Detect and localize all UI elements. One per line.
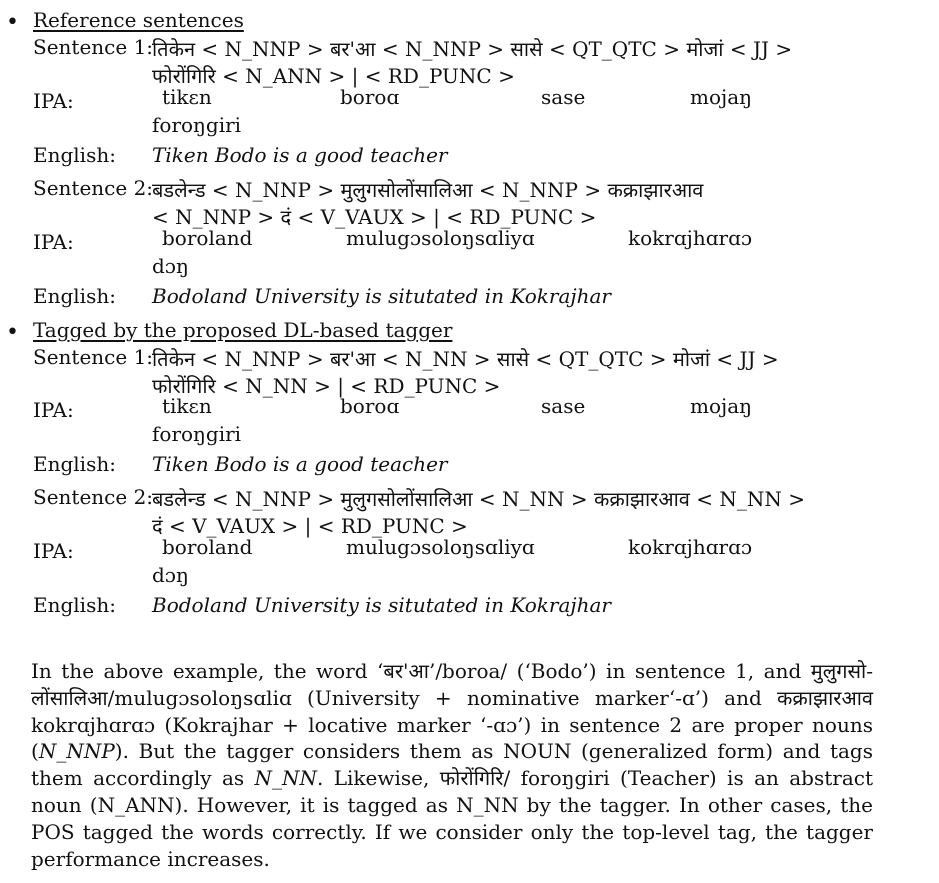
ref-s1-label: Sentence 1: bbox=[33, 35, 154, 59]
explanation-paragraph bbox=[31, 658, 873, 872]
tag-s2-ipa-word: kokrɑjhɑrɑɔ bbox=[628, 535, 753, 559]
paragraph-text: ). But the tagger considers them as NOUN (generalized form) and tags them accordingly as bbox=[31, 739, 873, 791]
paragraph-text: . Likewise, फोरोंगिरि/ foroŋgiri (Teacher) is an abstract noun (N_ANN). However, it is tagged as N_NN by the tagger. In other cases, the POS tagged the words correctly. If we consider only the top-level tag, the tagger performance increases. bbox=[31, 766, 873, 871]
ref-s2-ipa-line2: dɔŋ bbox=[152, 254, 189, 278]
ref-s2-english: Bodoland University is situtated in Kokrajhar bbox=[152, 284, 611, 308]
ref-s1-english: Tiken Bodo is a good teacher bbox=[152, 143, 448, 167]
ref-s1-ipa-word: sase bbox=[541, 85, 586, 109]
ref-s2-line2: < N_NNP > दं < V_VAUX > | < RD_PUNC > bbox=[152, 205, 597, 229]
tag-s2-ipa-word: boroland bbox=[162, 535, 253, 559]
ref-s2-english-label: English: bbox=[33, 284, 116, 308]
ref-s1-ipa-line2: foroŋgiri bbox=[152, 113, 242, 137]
tag-s2-english: Bodoland University is situtated in Kokrajhar bbox=[152, 593, 611, 617]
ref-s2-ipa-word: boroland bbox=[162, 226, 253, 250]
tag-s1-ipa-word: mojaŋ bbox=[690, 394, 753, 418]
tag-s1-ipa-word: sase bbox=[541, 394, 586, 418]
tag-s1-label: Sentence 1: bbox=[33, 345, 154, 369]
tag-s2-line1: बडलेन्ड < N_NNP > मुलुगसोलोंसालिआ < N_NN > कक्राझारआव < N_NN > bbox=[152, 487, 806, 511]
tag-s1-english: Tiken Bodo is a good teacher bbox=[152, 452, 448, 476]
tag-s1-line1: तिकेन < N_NNP > बर'आ < N_NN > सासे < QT_QTC > मोजां < JJ > bbox=[152, 347, 779, 371]
ref-s2-label: Sentence 2: bbox=[33, 176, 154, 200]
ref-s1-ipa-word: boroɑ bbox=[340, 85, 400, 109]
tag-s1-line2: फोरोंगिरि < N_NN > | < RD_PUNC > bbox=[152, 374, 501, 398]
ref-s1-ipa-word: tikɛn bbox=[162, 85, 212, 109]
paragraph-tag-nnp: N_NNP bbox=[38, 739, 115, 764]
paragraph-tag-nn: N_NN bbox=[254, 766, 318, 791]
bullet-reference: • bbox=[6, 10, 19, 35]
ref-s2-ipa-label: IPA: bbox=[33, 230, 74, 254]
tag-s1-ipa-line2: foroŋgiri bbox=[152, 422, 242, 446]
tag-s1-ipa-word: tikɛn bbox=[162, 394, 212, 418]
tagged-title: Tagged by the proposed DL-based tagger bbox=[33, 318, 453, 342]
tag-s2-ipa-label: IPA: bbox=[33, 539, 74, 563]
ref-s1-ipa-word: mojaŋ bbox=[690, 85, 753, 109]
bullet-tagged: • bbox=[6, 320, 19, 345]
tag-s2-line2: दं < V_VAUX > | < RD_PUNC > bbox=[152, 514, 468, 538]
tag-s1-ipa-label: IPA: bbox=[33, 398, 74, 422]
reference-sentences-title: Reference sentences bbox=[33, 8, 244, 32]
paragraph-text: In the above example, the word ‘बर'आ’/boroa/ (‘Bodo’) in sentence 1, and मुलुगसो-लोंसालिआ/mulugɔsoloŋsɑliɑ (University + nominative marker‘-ɑ’) and कक्राझारआव kokrɑjhɑrɑɔ (Kokrajhar + locative marker ‘-ɑɔ’) in sentence 2 are proper nouns ( bbox=[31, 659, 873, 764]
tag-s2-ipa-line2: dɔŋ bbox=[152, 563, 189, 587]
tag-s2-ipa-word: mulugɔsoloŋsɑliyɑ bbox=[346, 535, 535, 559]
ref-s1-english-label: English: bbox=[33, 143, 116, 167]
tag-s1-ipa-word: boroɑ bbox=[340, 394, 400, 418]
tag-s2-english-label: English: bbox=[33, 593, 116, 617]
ref-s2-ipa-word: kokrɑjhɑrɑɔ bbox=[628, 226, 753, 250]
tag-s1-english-label: English: bbox=[33, 452, 116, 476]
tag-s2-label: Sentence 2: bbox=[33, 485, 154, 509]
ref-s1-line1: तिकेन < N_NNP > बर'आ < N_NNP > सासे < QT_QTC > मोजां < JJ > bbox=[152, 37, 793, 61]
ref-s1-ipa-label: IPA: bbox=[33, 89, 74, 113]
ref-s2-ipa-word: mulugɔsoloŋsɑliyɑ bbox=[346, 226, 535, 250]
ref-s2-line1: बडलेन्ड < N_NNP > मुलुगसोलोंसालिआ < N_NNP > कक्राझारआव bbox=[152, 178, 704, 202]
ref-s1-line2: फोरोंगिरि < N_ANN > | < RD_PUNC > bbox=[152, 64, 515, 88]
